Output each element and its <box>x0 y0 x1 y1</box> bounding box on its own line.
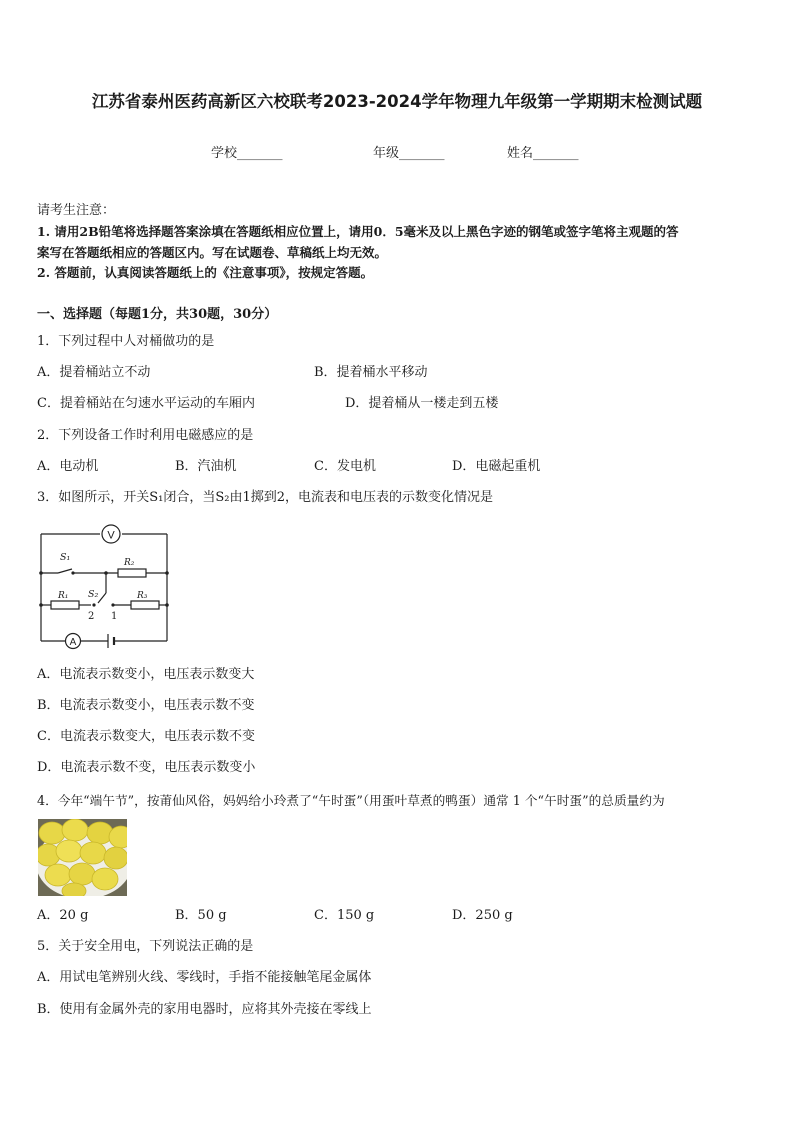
question-3-option-c: C．电流表示数变大，电压表示数不变 <box>37 729 255 744</box>
question-5-option-a: A．用试电笔辨别火线、零线时，手指不能接触笔尾金属体 <box>37 970 372 985</box>
question-2-stem: 2．下列设备工作时利用电磁感应的是 <box>37 428 254 443</box>
question-3-option-d: D．电流表示数不变，电压表示数变小 <box>37 760 256 775</box>
question-1-stem: 1．下列过程中人对桶做功的是 <box>37 334 215 349</box>
question-1-option-d: D．提着桶从一楼走到五楼 <box>345 396 499 411</box>
question-1-option-c: C．提着桶站在匀速水平运动的车厢内 <box>37 396 255 411</box>
circuit-diagram <box>36 520 172 650</box>
notice-item-1-cont: 案写在答题纸相应的答题区内。写在试题卷、草稿纸上均无效。 <box>37 245 388 260</box>
question-3-stem: 3．如图所示，开关S₁闭合，当S₂由1掷到2，电流表和电压表的示数变化情况是 <box>37 490 494 505</box>
school-field: 学校_______ <box>211 146 283 161</box>
s1-label: S₁ <box>60 552 71 563</box>
name-field: 姓名_______ <box>507 146 579 161</box>
question-4-option-b: B．50 g <box>175 908 227 923</box>
grade-field: 年级_______ <box>373 146 445 161</box>
duck-eggs-photo <box>38 819 127 896</box>
s2-position-2: 2 <box>88 611 95 622</box>
question-2-option-a: A．电动机 <box>37 459 99 474</box>
question-1-option-b: B．提着桶水平移动 <box>314 365 428 380</box>
notice-item-1: 1. 请用2B铅笔将选择题答案涂填在答题纸相应位置上，请用0．5毫米及以上黑色字迹的钢笔或签字笔将主观题的答 <box>37 224 679 239</box>
question-2-option-b: B．汽油机 <box>175 459 237 474</box>
r3-label: R₃ <box>137 591 148 601</box>
section-heading: 一、选择题（每题1分，共30题，30分） <box>37 307 278 322</box>
question-5-stem: 5．关于安全用电，下列说法正确的是 <box>37 939 254 954</box>
ammeter-label: A <box>69 637 77 648</box>
question-4-stem: 4．今年“端午节”，按莆仙风俗，妈妈给小玲煮了“午时蛋”（用蛋叶草煮的鸭蛋）通常 1 个“午时蛋”的总质量约为 <box>37 793 665 808</box>
question-4-option-a: A．20 g <box>37 908 89 923</box>
question-2-option-c: C．发电机 <box>314 459 376 474</box>
question-5-option-b: B．使用有金属外壳的家用电器时，应将其外壳接在零线上 <box>37 1002 372 1017</box>
r1-label: R₁ <box>58 591 69 601</box>
question-3-option-b: B．电流表示数变小，电压表示数不变 <box>37 698 255 713</box>
question-4-option-d: D．250 g <box>452 908 513 923</box>
notice-heading: 请考生注意： <box>37 203 116 218</box>
s2-position-1: 1 <box>111 611 118 622</box>
page-title: 江苏省泰州医药高新区六校联考2023-2024学年物理九年级第一学期期末检测试题 <box>91 92 703 111</box>
question-3-option-a: A．电流表示数变小，电压表示数变大 <box>37 667 255 682</box>
s2-label: S₂ <box>88 589 99 600</box>
question-2-option-d: D．电磁起重机 <box>452 459 541 474</box>
voltmeter-label: V <box>107 529 115 542</box>
notice-item-2: 2. 答题前，认真阅读答题纸上的《注意事项》，按规定答题。 <box>37 265 374 280</box>
question-1-option-a: A．提着桶站立不动 <box>37 365 151 380</box>
question-4-option-c: C．150 g <box>314 908 375 923</box>
r2-label: R₂ <box>124 558 135 568</box>
